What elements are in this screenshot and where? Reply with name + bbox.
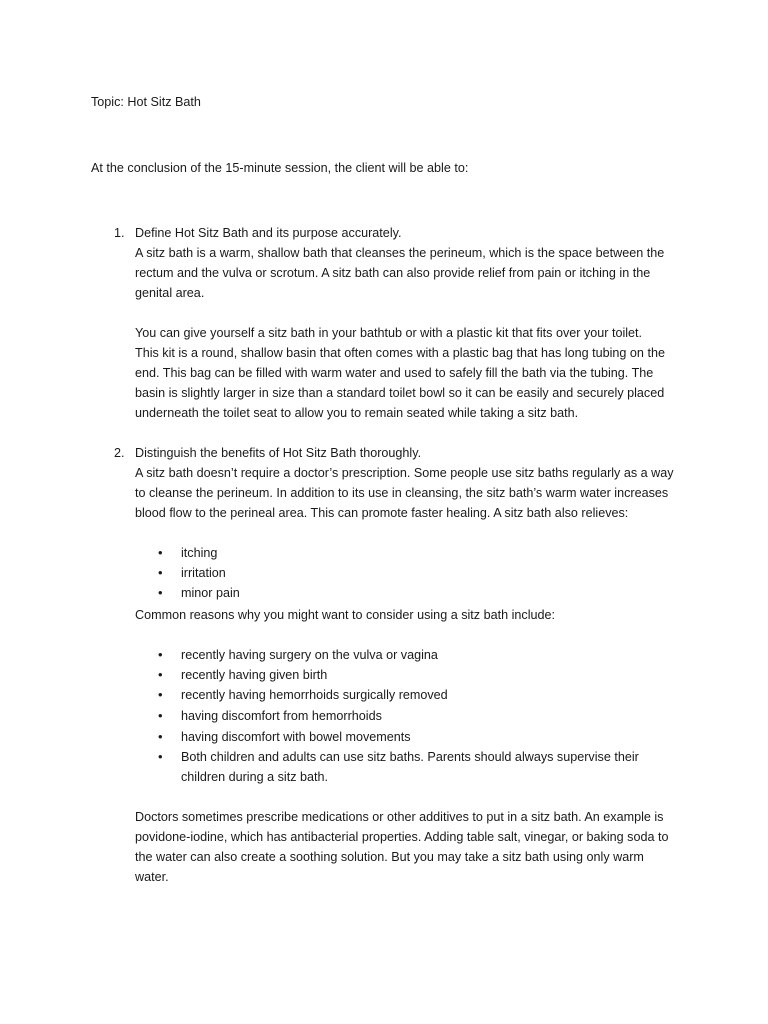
objective-1-para1-line: genital area. [135, 286, 205, 300]
objective-2-para2-line: povidone-iodine, which has antibacterial properties. Adding table salt, vinegar, or baking soda to [135, 830, 669, 844]
session-intro: At the conclusion of the 15-minute session, the client will be able to: [91, 161, 469, 175]
bullet-icon: • [158, 545, 163, 560]
objective-1-para2-line: end. This bag can be filled with warm water and used to safely fill the bath via the tubing. The [135, 366, 654, 380]
objective-2-para2-line: Doctors sometimes prescribe medications or other additives to put in a sitz bath. An example is [135, 810, 664, 824]
relieves-item: itching [181, 546, 218, 560]
objective-1-heading: Define Hot Sitz Bath and its purpose accurately. [135, 226, 402, 240]
relieves-item: irritation [181, 566, 226, 580]
reason-item: having discomfort from hemorrhoids [181, 709, 382, 723]
objective-2-para1-line: A sitz bath doesn’t require a doctor’s prescription. Some people use sitz baths regularly as a way [135, 466, 674, 480]
bullet-icon: • [158, 708, 163, 723]
bullet-icon: • [158, 565, 163, 580]
objective-2-para2-line: water. [135, 870, 169, 884]
bullet-icon: • [158, 647, 163, 662]
objective-1-para1-line: rectum and the vulva or scrotum. A sitz bath can also provide relief from pain or itching in the [135, 266, 651, 280]
reason-item: recently having surgery on the vulva or vagina [181, 648, 438, 662]
objective-1-number: 1. [114, 226, 125, 240]
objective-1-para2-line: You can give yourself a sitz bath in your bathtub or with a plastic kit that fits over your toilet. [135, 326, 643, 340]
bullet-icon: • [158, 687, 163, 702]
objective-2-heading: Distinguish the benefits of Hot Sitz Bath thoroughly. [135, 446, 422, 460]
topic-heading: Topic: Hot Sitz Bath [91, 95, 201, 109]
objective-1-para2-line: basin is slightly larger in size than a standard toilet bowl so it can be easily and securely placed [135, 386, 665, 400]
bullet-icon: • [158, 729, 163, 744]
objective-1-para2-line: underneath the toilet seat to allow you to remain seated while taking a sitz bath. [135, 406, 579, 420]
relieves-item: minor pain [181, 586, 240, 600]
reason-item: Both children and adults can use sitz baths. Parents should always supervise their [181, 750, 639, 764]
reasons-intro: Common reasons why you might want to consider using a sitz bath include: [135, 608, 556, 622]
bullet-icon: • [158, 667, 163, 682]
objective-2-para1-line: blood flow to the perineal area. This can promote faster healing. A sitz bath also relieves: [135, 506, 629, 520]
reason-item-continuation: children during a sitz bath. [181, 770, 329, 784]
reason-item: recently having hemorrhoids surgically removed [181, 688, 448, 702]
reason-item: having discomfort with bowel movements [181, 730, 411, 744]
objective-2-para1-line: to cleanse the perineum. In addition to its use in cleansing, the sitz bath’s warm water increases [135, 486, 669, 500]
objective-1-para2-line: This kit is a round, shallow basin that often comes with a plastic bag that has long tubing on the [135, 346, 665, 360]
reason-item: recently having given birth [181, 668, 328, 682]
objective-1-para1-line: A sitz bath is a warm, shallow bath that cleanses the perineum, which is the space between the [135, 246, 665, 260]
objective-2-para2-line: the water can also create a soothing solution. But you may take a sitz bath using only warm [135, 850, 644, 864]
objective-2-number: 2. [114, 446, 125, 460]
bullet-icon: • [158, 749, 163, 764]
bullet-icon: • [158, 585, 163, 600]
